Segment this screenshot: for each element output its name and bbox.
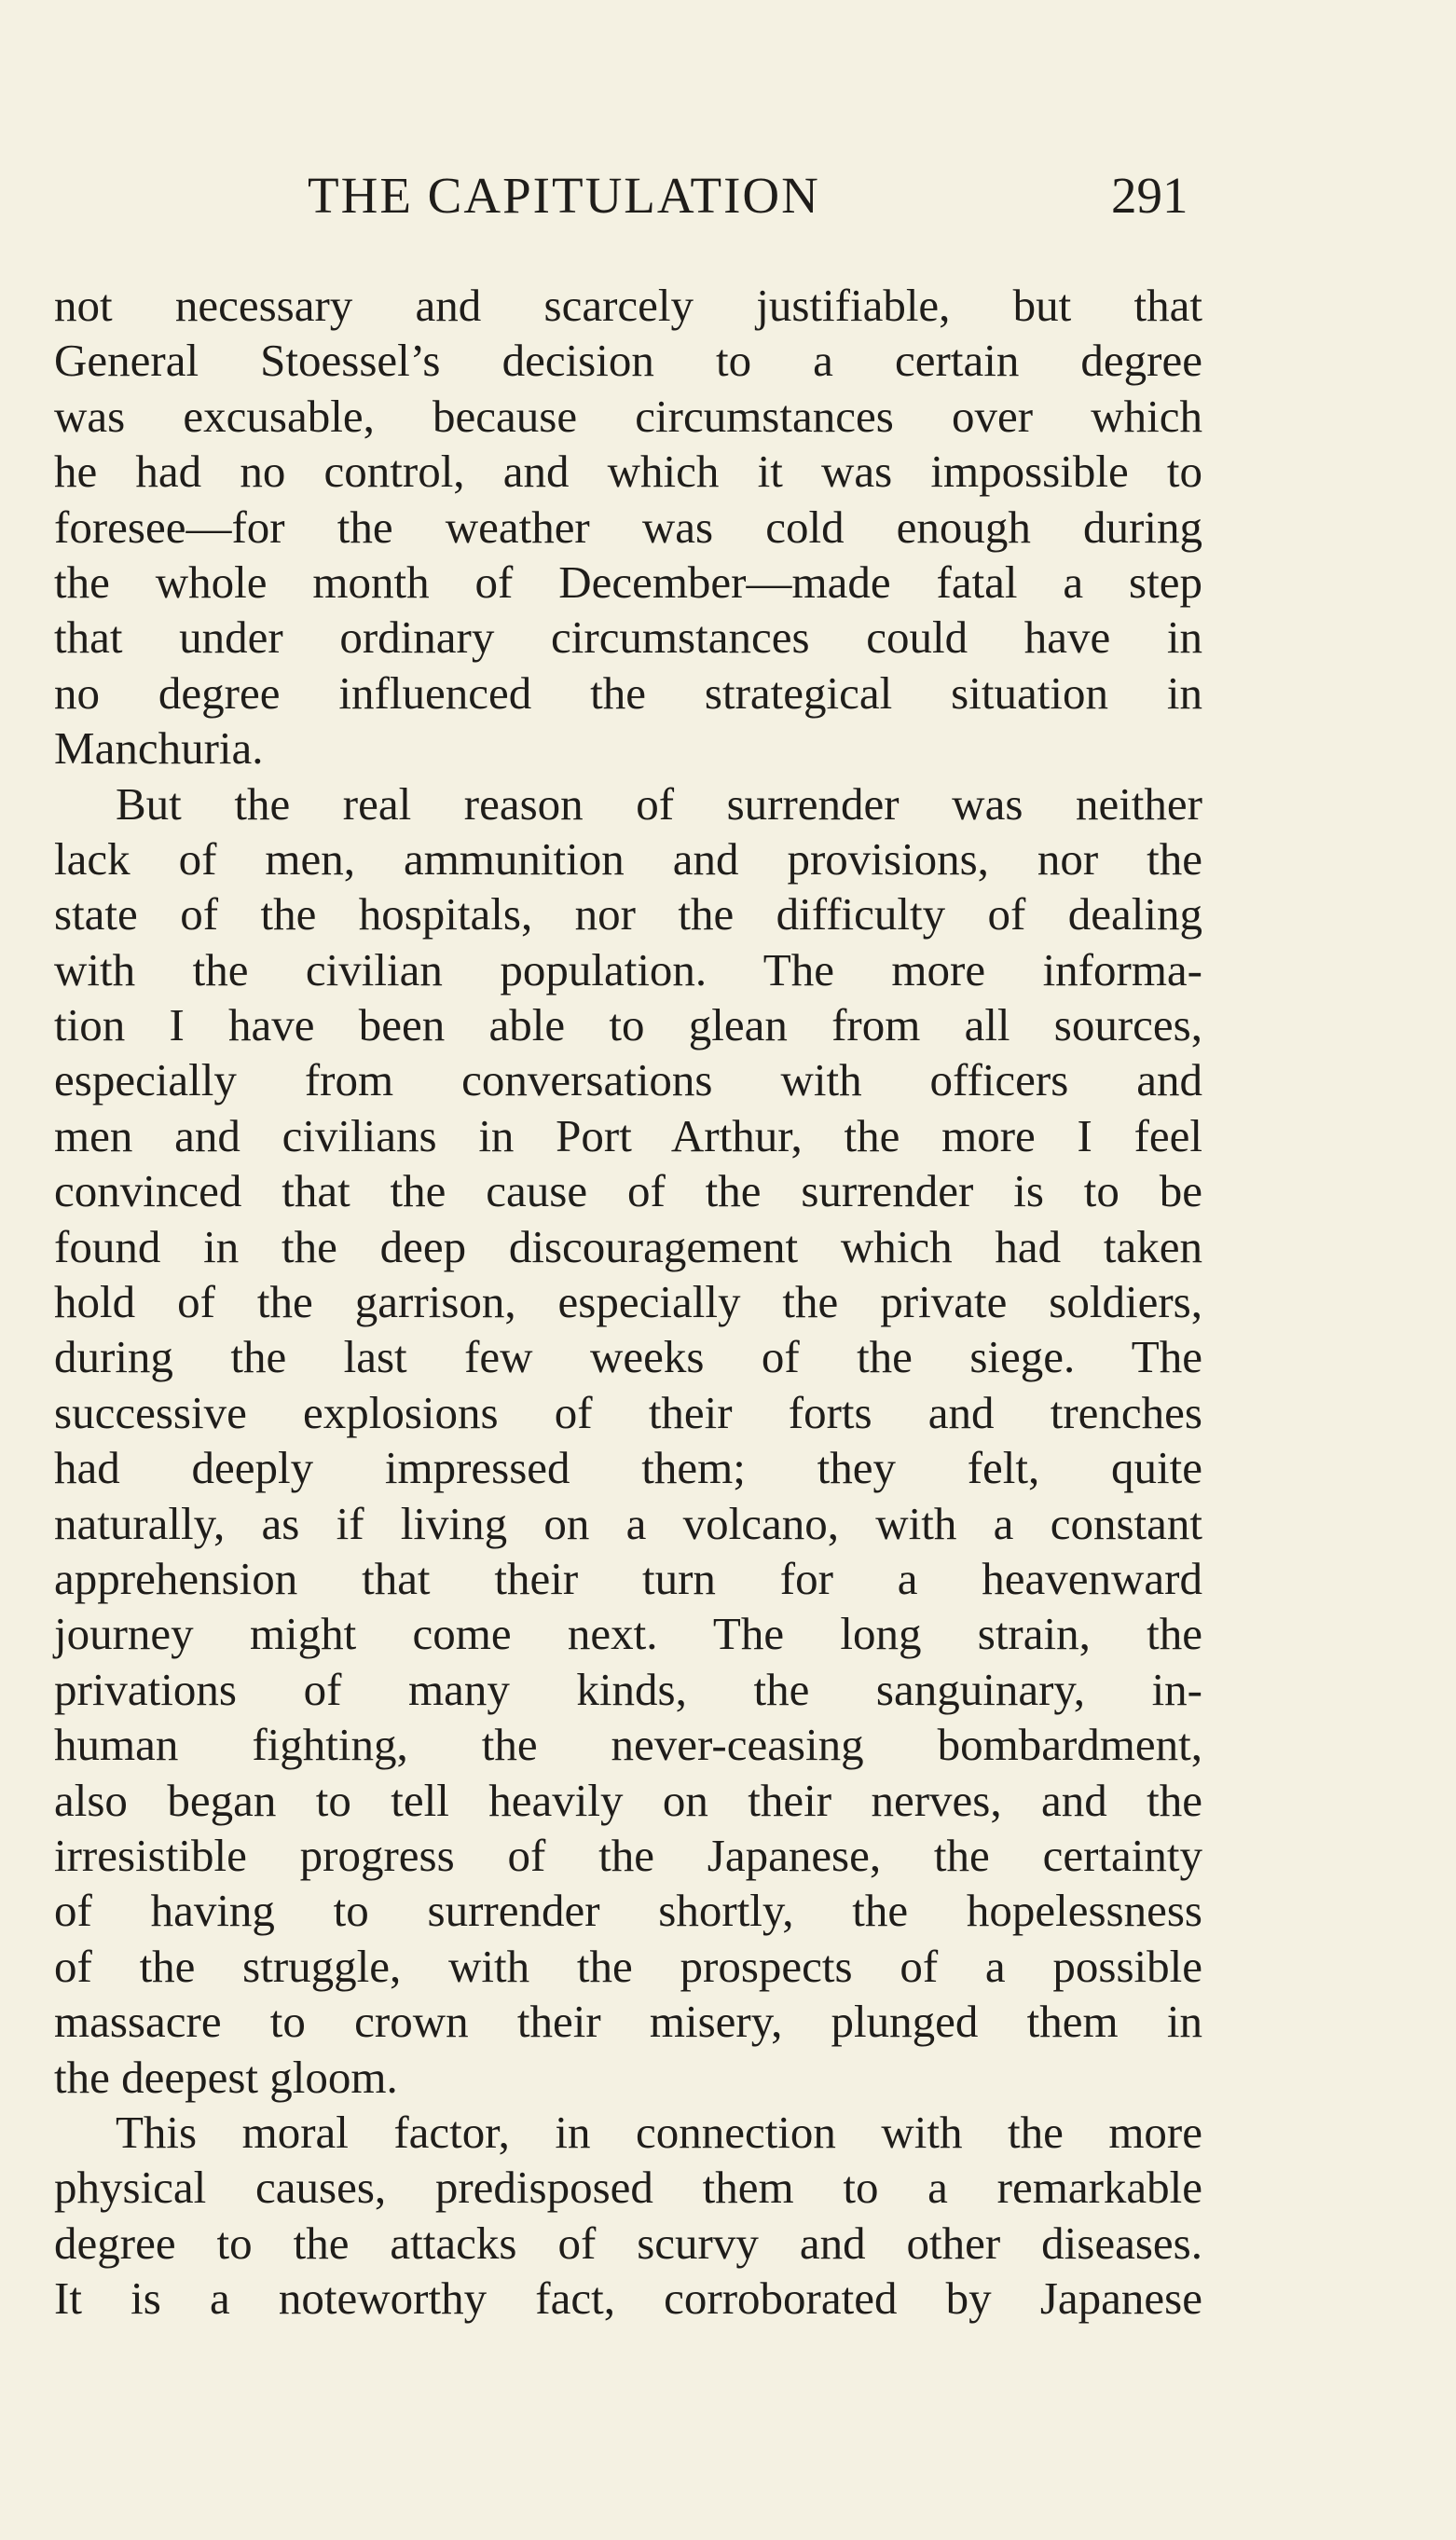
paragraph-2 — [54, 776, 1202, 2105]
text-line: journey might come next. The long strain, the — [54, 1608, 1202, 1660]
text-line: was excusable, because circumstances over which — [54, 390, 1202, 442]
text-line: especially from conversations with officers and — [54, 1054, 1202, 1106]
page-number: 291 — [1111, 167, 1188, 224]
text-line: not necessary and scarcely justifiable, but that — [54, 280, 1202, 331]
text-line: degree to the attacks of scurvy and other diseases. — [54, 2217, 1202, 2269]
text-line: found in the deep discouragement which had taken — [54, 1220, 1202, 1272]
text-line: men and civilians in Port Arthur, the more I feel — [54, 1109, 1202, 1161]
text-line: foresee—for the weather was cold enough during — [54, 501, 1202, 553]
running-head — [0, 158, 1456, 233]
text-line: no degree influenced the strategical situation in — [54, 666, 1202, 719]
text-line: human fighting, the never-ceasing bombardment, — [54, 1719, 1202, 1771]
text-line: successive explosions of their forts and trenches — [54, 1386, 1202, 1438]
text-line: physical causes, predisposed them to a remarkable — [54, 2162, 1202, 2214]
text-line: tion I have been able to glean from all sources, — [54, 999, 1202, 1051]
text-line: the deepest gloom. — [54, 2051, 398, 2103]
text-line: privations of many kinds, the sanguinary, in- — [54, 1663, 1202, 1715]
text-line: hold of the garrison, especially the private soldiers, — [54, 1276, 1202, 1328]
text-line: had deeply impressed them; they felt, quite — [54, 1442, 1202, 1494]
text-line: the whole month of December—made fatal a step — [54, 556, 1202, 608]
text-line: with the civilian population. The more informa- — [54, 943, 1202, 995]
body-text — [54, 278, 1202, 2326]
text-line: massacre to crown their misery, plunged them in — [54, 1996, 1202, 2048]
text-line: that under ordinary circumstances could have in — [54, 611, 1202, 664]
text-line: of the struggle, with the prospects of a possible — [54, 1940, 1202, 1992]
running-title: THE CAPITULATION — [308, 167, 820, 224]
text-line: apprehension that their turn for a heavenward — [54, 1552, 1202, 1604]
text-line: irresistible progress of the Japanese, the certainty — [54, 1829, 1202, 1881]
text-line: It is a noteworthy fact, corroborated by Japanese — [54, 2272, 1202, 2325]
text-line: convinced that the cause of the surrender is to be — [54, 1165, 1202, 1217]
text-line: state of the hospitals, nor the difficulty of dealing — [54, 888, 1202, 940]
text-line: of having to surrender shortly, the hopelessness — [54, 1885, 1202, 1937]
text-line: But the real reason of surrender was neither — [116, 777, 1202, 830]
text-line: also began to tell heavily on their nerves, and the — [54, 1774, 1202, 1826]
paragraph-1 — [54, 278, 1202, 776]
text-line: General Stoessel’s decision to a certain degree — [54, 335, 1202, 387]
text-line: during the last few weeks of the siege. The — [54, 1331, 1202, 1383]
paragraph-3 — [54, 2105, 1202, 2327]
text-line: he had no control, and which it was impossible to — [54, 446, 1202, 498]
text-line: Manchuria. — [54, 722, 264, 775]
text-line: This moral factor, in connection with the more — [116, 2106, 1202, 2158]
text-line: naturally, as if living on a volcano, with a constant — [54, 1497, 1202, 1549]
text-line: lack of men, ammunition and provisions, nor the — [54, 832, 1202, 885]
